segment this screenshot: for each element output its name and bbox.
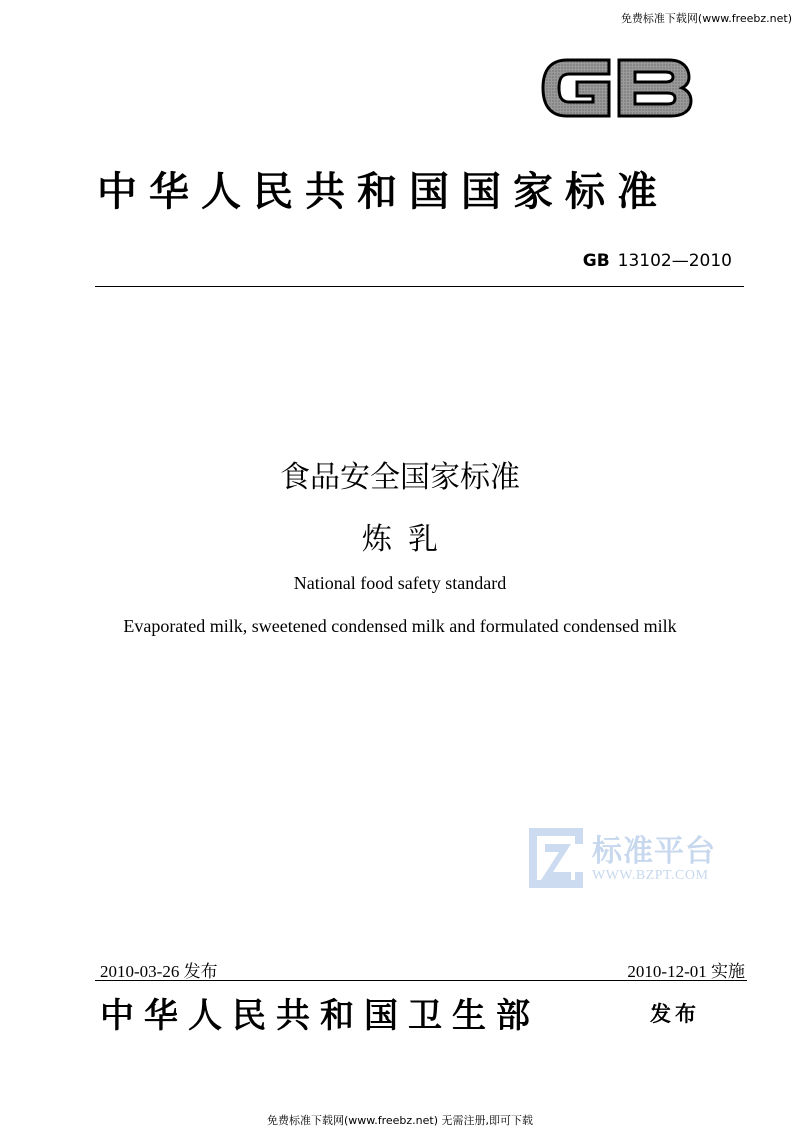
site-note-top: 免费标准下载网(www.freebz.net) [620, 12, 792, 25]
standard-number [583, 251, 732, 271]
issue-date: 2010-03-26 发布 [100, 962, 218, 981]
standard-code: 13102—2010 [617, 251, 732, 271]
document-subtitle-en: Evaporated milk, sweetened condensed milk and formulated condensed milk [123, 616, 677, 636]
implementation-date: 2010-12-01 实施 [627, 962, 745, 981]
site-note-bottom: 免费标准下载网(www.freebz.net) 无需注册,即可下载 [266, 1114, 534, 1127]
watermark-text-en: WWW.BZPT.COM [592, 868, 709, 883]
header-divider [95, 286, 744, 287]
country-standard-heading: 中华人民共和国国家标准 [97, 169, 669, 215]
issuing-label: 发布 [650, 1002, 700, 1026]
standard-prefix: GB [582, 251, 610, 271]
document-title-en: National food safety standard [293, 573, 507, 593]
footer-divider [95, 980, 747, 981]
watermark-text-cn: 标准平台 [592, 834, 716, 869]
gb-logo [537, 46, 697, 130]
document-title-cn: 食品安全国家标准 [280, 460, 520, 495]
issuing-authority: 中华人民共和国卫生部 [100, 996, 540, 1036]
document-subtitle-cn: 炼乳 [362, 522, 454, 557]
